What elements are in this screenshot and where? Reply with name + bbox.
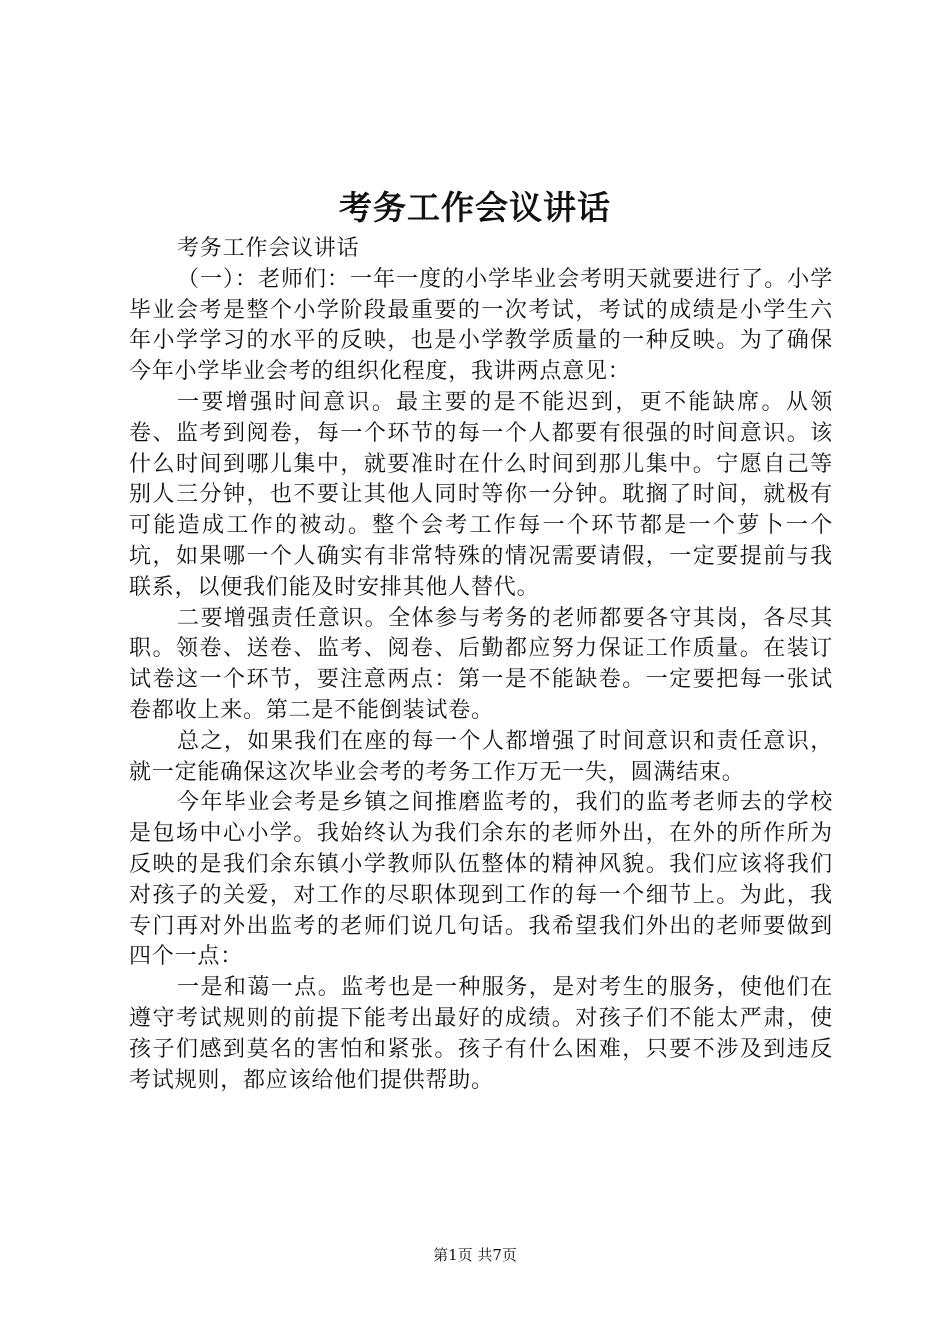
- document-body: [129, 234, 833, 1096]
- document-title: 考务工作会议讲话: [339, 188, 611, 227]
- paragraph-intro: （一）：老师们：一年一度的小学毕业会考明天就要进行了。小学毕业会考是整个小学阶段最重要的一次考试，考试的成绩是小学生六年小学学习的水平的反映，也是小学教学质量的一种反映。为了确保今年小学毕业会考的组织化程度，我讲两点意见：: [129, 266, 833, 385]
- paragraph-responsibility: 二要增强责任意识。全体参与考务的老师都要各守其岗，各尽其职。领卷、送卷、监考、阅卷、后勤都应努力保证工作质量。在装订试卷这一个环节，要注意两点：第一是不能缺卷。一定要把每一张试卷都收上来。第二是不能倒装试卷。: [129, 605, 833, 723]
- paragraph-subtitle: 考务工作会议讲话: [177, 236, 360, 261]
- page-footer: 第1页 共7页: [433, 1246, 517, 1264]
- paragraph-time-awareness: 一要增强时间意识。最主要的是不能迟到，更不能缺席。从领卷、监考到阅卷，每一个环节的每一个人都要有很强的时间意识。该什么时间到哪儿集中，就要准时在什么时间到那儿集中。宁愿自己等别人三分钟，也不要让其他人同时等你一分钟。耽搁了时间，就极有可能造成工作的被动。整个会考工作每一个环节都是一个萝卜一个坑，如果哪一个人确实有非常特殊的情况需要请假，一定要提前与我联系，以便我们能及时安排其他人替代。: [129, 389, 833, 600]
- paragraph-summary: 总之，如果我们在座的每一个人都增强了时间意识和责任意识，就一定能确保这次毕业会考的考务工作万无一失，圆满结束。: [129, 728, 833, 785]
- paragraph-external-proctoring: 今年毕业会考是乡镇之间推磨监考的，我们的监考老师去的学校是包场中心小学。我始终认为我们余东的老师外出，在外的所作所为反映的是我们余东镇小学教师队伍整体的精神风貌。我们应该将我们对孩子的关爱，对工作的尽职体现到工作的每一个细节上。为此，我专门再对外出监考的老师们说几句话。我希望我们外出的老师要做到四个一点：: [129, 790, 833, 970]
- paragraph-be-kind: 一是和蔼一点。监考也是一种服务，是对考生的服务，使他们在遵守考试规则的前提下能考出最好的成绩。对孩子们不能太严肃，使孩子们感到莫名的害怕和紧张。孩子有什么困难，只要不涉及到违反考试规则，都应该给他们提供帮助。: [129, 975, 833, 1093]
